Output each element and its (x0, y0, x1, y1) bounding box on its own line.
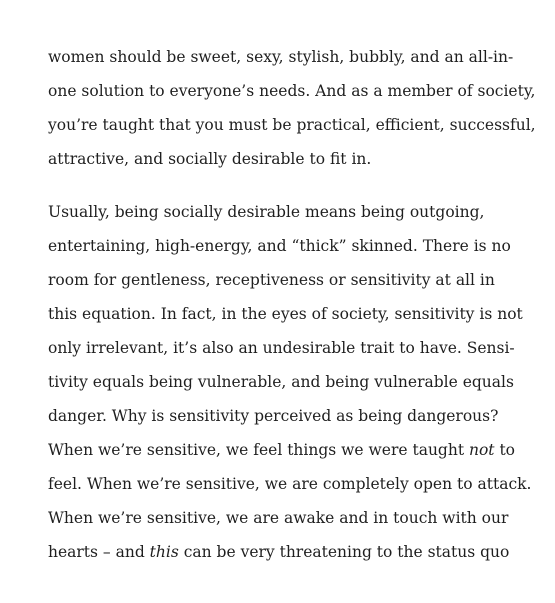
text-line: only irrelevant, it’s also an undesirable trait to have. Sensi- (48, 339, 515, 357)
text-line: When we’re sensitive, we are awake and in touch with our (48, 509, 509, 527)
emphasized-word: this (149, 543, 179, 561)
text-run: When we’re sensitive, we feel things we were taught (48, 441, 469, 459)
text-run: can be very threatening to the status quo (178, 543, 510, 561)
text-line: tivity equals being vulnerable, and being vulnerable equals (48, 373, 514, 391)
text-line: women should be sweet, sexy, stylish, bubbly, and an all-in- (48, 48, 514, 66)
paragraph-2 (48, 197, 532, 571)
text-line: you’re taught that you must be practical, efficient, successful, (48, 116, 536, 134)
text-line: danger. Why is sensitivity perceived as being dangerous? (48, 407, 499, 425)
text-line: one solution to everyone’s needs. And as a member of society, (48, 82, 536, 100)
text-line: this equation. In fact, in the eyes of society, sensitivity is not (48, 305, 523, 323)
text-line: feel. When we’re sensitive, we are completely open to attack. (48, 475, 532, 493)
text-line: attractive, and socially desirable to fit in. (48, 150, 372, 168)
text-run: to (494, 441, 516, 459)
text-line: room for gentleness, receptiveness or sensitivity at all in (48, 271, 495, 289)
text-line: entertaining, high-energy, and “thick” skinned. There is no (48, 237, 511, 255)
text-line: Usually, being socially desirable means being outgoing, (48, 203, 485, 221)
text-line-with-emphasis (48, 537, 518, 571)
emphasized-word: not (468, 441, 495, 459)
paragraph-1 (48, 42, 536, 178)
text-line-with-emphasis (48, 435, 518, 469)
text-run: hearts – and (48, 543, 150, 561)
